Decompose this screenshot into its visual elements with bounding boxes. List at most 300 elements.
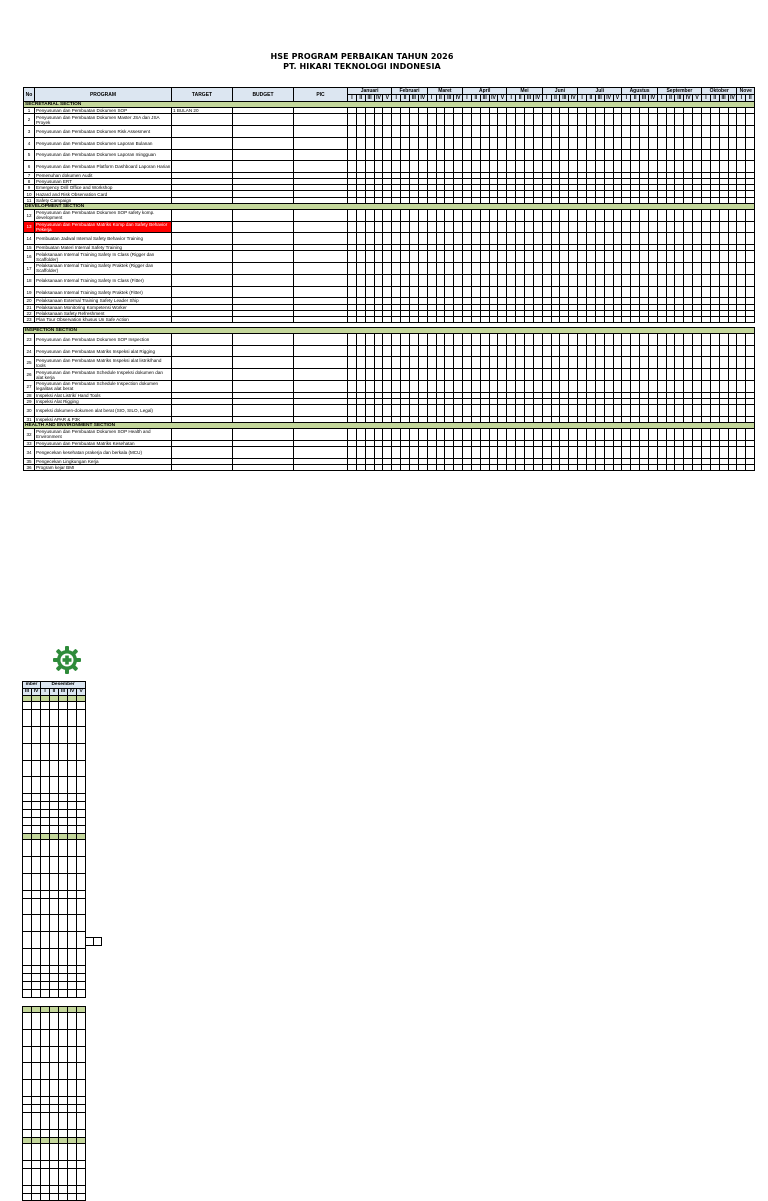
schedule-cell <box>365 233 374 245</box>
schedule-cell <box>480 251 489 263</box>
schedule-cell <box>32 1080 41 1097</box>
spacer-cell <box>23 997 86 1006</box>
schedule-cell <box>533 333 542 345</box>
schedule-cell <box>684 381 693 393</box>
week-header: V <box>383 95 392 102</box>
schedule-cell <box>59 840 68 857</box>
schedule-cell <box>41 1168 50 1185</box>
schedule-cell <box>507 149 516 161</box>
schedule-cell <box>59 890 68 898</box>
schedule-cell <box>68 802 77 810</box>
schedule-cell <box>383 137 392 149</box>
schedule-cell <box>463 221 472 233</box>
schedule-cell <box>648 429 657 441</box>
schedule-cell <box>480 137 489 149</box>
schedule-cell <box>631 381 640 393</box>
schedule-cell <box>409 114 418 126</box>
schedule-cell <box>23 1029 32 1046</box>
schedule-cell <box>569 357 578 369</box>
schedule-cell <box>427 161 436 173</box>
schedule-cell <box>41 1063 50 1080</box>
program-cell: Pemenuhan dokumen Audit <box>35 173 172 179</box>
pic-cell <box>294 286 348 298</box>
schedule-cell <box>631 274 640 286</box>
schedule-cell <box>409 369 418 381</box>
schedule-cell <box>525 125 534 137</box>
schedule-cell <box>710 149 719 161</box>
week-header: IV <box>533 95 542 102</box>
table-row <box>24 405 755 417</box>
schedule-cell <box>578 333 587 345</box>
schedule-cell <box>77 702 86 710</box>
schedule-cell <box>516 446 525 458</box>
schedule-cell <box>23 1168 32 1185</box>
schedule-cell <box>613 209 622 221</box>
schedule-cell <box>68 856 77 873</box>
budget-cell <box>233 345 294 357</box>
schedule-cell <box>445 233 454 245</box>
schedule-cell <box>737 137 746 149</box>
schedule-cell <box>50 915 59 932</box>
row-number: 3 <box>24 125 35 137</box>
schedule-cell <box>68 1160 77 1168</box>
schedule-cell <box>374 333 383 345</box>
schedule-cell <box>463 464 472 470</box>
schedule-cell <box>383 161 392 173</box>
schedule-cell <box>719 429 728 441</box>
schedule-cell <box>719 357 728 369</box>
schedule-cell <box>356 251 365 263</box>
table-row <box>23 760 86 777</box>
schedule-cell <box>454 369 463 381</box>
table-row <box>24 137 755 149</box>
week-header: IV <box>728 95 737 102</box>
schedule-cell <box>542 149 551 161</box>
gear-cross-safety-icon <box>52 645 82 675</box>
schedule-cell <box>702 149 711 161</box>
schedule-cell <box>702 274 711 286</box>
schedule-cell <box>586 251 595 263</box>
row-number: 29 <box>24 398 35 404</box>
schedule-cell <box>578 369 587 381</box>
schedule-cell <box>693 405 702 417</box>
row-number: 19 <box>24 286 35 298</box>
table-row <box>23 709 86 726</box>
schedule-cell <box>578 233 587 245</box>
table-row <box>23 915 86 932</box>
schedule-cell <box>719 125 728 137</box>
schedule-cell <box>560 429 569 441</box>
schedule-cell <box>684 429 693 441</box>
target-cell <box>172 149 233 161</box>
schedule-cell <box>569 369 578 381</box>
schedule-cell <box>702 263 711 275</box>
schedule-cell <box>569 405 578 417</box>
schedule-cell <box>728 405 737 417</box>
schedule-cell <box>489 149 498 161</box>
schedule-cell <box>471 263 480 275</box>
schedule-cell <box>657 333 666 345</box>
schedule-cell <box>68 1097 77 1105</box>
schedule-cell <box>480 274 489 286</box>
schedule-cell <box>586 446 595 458</box>
week-header: III <box>445 95 454 102</box>
schedule-cell <box>640 125 649 137</box>
program-cell: Pelaksanaan Internal Training Safety Praktek (Rigger dan Scaffolder) <box>35 263 172 275</box>
schedule-cell <box>418 369 427 381</box>
schedule-cell <box>41 702 50 710</box>
schedule-cell <box>392 233 401 245</box>
schedule-cell <box>710 274 719 286</box>
week-header: II <box>746 95 755 102</box>
table-row <box>23 802 86 810</box>
schedule-cell <box>418 381 427 393</box>
table-row <box>24 251 755 263</box>
schedule-cell <box>640 369 649 381</box>
pic-cell <box>294 221 348 233</box>
schedule-cell <box>569 446 578 458</box>
schedule-cell <box>418 357 427 369</box>
schedule-cell <box>59 818 68 826</box>
schedule-cell <box>560 286 569 298</box>
schedule-cell <box>59 974 68 982</box>
schedule-cell <box>728 369 737 381</box>
schedule-cell <box>604 429 613 441</box>
schedule-cell <box>32 840 41 857</box>
table-row <box>23 1185 86 1193</box>
row-number: 23 <box>24 333 35 345</box>
schedule-cell <box>356 125 365 137</box>
schedule-cell <box>471 161 480 173</box>
schedule-cell <box>648 263 657 275</box>
schedule-cell <box>41 810 50 818</box>
schedule-cell <box>560 333 569 345</box>
table-row <box>23 1129 86 1137</box>
schedule-cell <box>631 114 640 126</box>
schedule-cell <box>401 464 410 470</box>
pic-cell <box>294 369 348 381</box>
schedule-cell <box>392 464 401 470</box>
schedule-cell <box>41 915 50 932</box>
schedule-cell <box>507 405 516 417</box>
schedule-cell <box>392 137 401 149</box>
schedule-cell <box>586 357 595 369</box>
schedule-cell <box>657 381 666 393</box>
schedule-cell <box>657 149 666 161</box>
schedule-cell <box>23 915 32 932</box>
schedule-cell <box>702 233 711 245</box>
schedule-cell <box>586 114 595 126</box>
schedule-cell <box>702 464 711 470</box>
week-header: I <box>392 95 401 102</box>
week-header: III <box>560 95 569 102</box>
schedule-cell <box>50 1012 59 1029</box>
schedule-cell <box>640 263 649 275</box>
schedule-cell <box>471 125 480 137</box>
schedule-cell <box>560 137 569 149</box>
schedule-cell <box>702 345 711 357</box>
pic-cell <box>294 114 348 126</box>
schedule-cell <box>631 263 640 275</box>
schedule-cell <box>666 429 675 441</box>
schedule-cell <box>374 251 383 263</box>
schedule-cell <box>569 209 578 221</box>
schedule-cell <box>525 381 534 393</box>
schedule-cell <box>365 405 374 417</box>
schedule-cell <box>41 1097 50 1105</box>
schedule-cell <box>666 405 675 417</box>
schedule-cell <box>409 429 418 441</box>
schedule-cell <box>746 161 755 173</box>
schedule-cell <box>604 274 613 286</box>
target-cell <box>172 221 233 233</box>
schedule-cell <box>551 286 560 298</box>
schedule-cell <box>675 405 684 417</box>
schedule-cell <box>32 1113 41 1130</box>
month-header: Nove <box>737 88 755 95</box>
schedule-cell <box>533 251 542 263</box>
schedule-cell <box>507 381 516 393</box>
schedule-cell <box>560 209 569 221</box>
schedule-cell <box>728 286 737 298</box>
schedule-cell <box>569 161 578 173</box>
schedule-cell <box>471 233 480 245</box>
schedule-cell <box>684 464 693 470</box>
schedule-cell <box>463 429 472 441</box>
table-row <box>23 702 86 710</box>
week-header: I <box>41 689 50 696</box>
schedule-cell <box>23 1012 32 1029</box>
schedule-cell <box>498 274 507 286</box>
schedule-cell <box>418 233 427 245</box>
program-cell: Penyusunan dan Pembuatan Matriks Kesehatan <box>35 440 172 446</box>
schedule-cell <box>666 251 675 263</box>
schedule-cell <box>525 345 534 357</box>
program-cell: Program kejar BMI <box>35 464 172 470</box>
schedule-cell <box>516 137 525 149</box>
schedule-cell <box>471 345 480 357</box>
schedule-cell <box>613 369 622 381</box>
program-cell: Penyusunan dan Pembuatan Schedule Inspection dokumen legalitas alat berat <box>35 381 172 393</box>
schedule-cell <box>59 1097 68 1105</box>
schedule-cell <box>586 137 595 149</box>
schedule-cell <box>728 137 737 149</box>
schedule-cell <box>50 1143 59 1160</box>
schedule-cell <box>471 137 480 149</box>
schedule-cell <box>436 137 445 149</box>
schedule-cell <box>533 446 542 458</box>
pic-cell <box>294 263 348 275</box>
schedule-cell <box>622 209 631 221</box>
schedule-cell <box>507 333 516 345</box>
target-cell <box>172 464 233 470</box>
budget-cell <box>233 333 294 345</box>
schedule-cell <box>586 369 595 381</box>
schedule-cell <box>23 760 32 777</box>
schedule-cell <box>480 125 489 137</box>
program-cell: Inspeksi APAR & P3K <box>35 416 172 422</box>
schedule-cell <box>383 333 392 345</box>
schedule-cell <box>383 446 392 458</box>
schedule-cell <box>392 446 401 458</box>
schedule-cell <box>640 381 649 393</box>
target-cell <box>172 209 233 221</box>
schedule-cell <box>569 464 578 470</box>
schedule-cell <box>50 726 59 743</box>
schedule-cell <box>365 429 374 441</box>
schedule-cell <box>23 1193 32 1201</box>
schedule-cell <box>569 263 578 275</box>
schedule-cell <box>50 949 59 966</box>
schedule-cell <box>604 369 613 381</box>
budget-cell <box>233 149 294 161</box>
schedule-cell <box>374 274 383 286</box>
row-number: 30 <box>24 405 35 417</box>
schedule-cell <box>666 369 675 381</box>
schedule-cell <box>77 856 86 873</box>
schedule-cell <box>578 221 587 233</box>
schedule-cell <box>32 898 41 915</box>
schedule-cell <box>516 161 525 173</box>
schedule-cell <box>746 221 755 233</box>
schedule-cell <box>533 345 542 357</box>
schedule-cell <box>569 429 578 441</box>
schedule-cell <box>409 286 418 298</box>
schedule-cell <box>569 333 578 345</box>
pic-cell <box>294 333 348 345</box>
schedule-cell <box>356 114 365 126</box>
schedule-cell <box>746 125 755 137</box>
schedule-cell <box>560 369 569 381</box>
schedule-cell <box>77 1113 86 1130</box>
schedule-cell <box>666 233 675 245</box>
schedule-cell <box>374 345 383 357</box>
schedule-cell <box>578 125 587 137</box>
schedule-cell <box>445 251 454 263</box>
schedule-cell <box>578 446 587 458</box>
schedule-cell <box>50 989 59 997</box>
schedule-cell <box>32 1193 41 1201</box>
schedule-cell <box>471 286 480 298</box>
schedule-cell <box>445 274 454 286</box>
schedule-cell <box>23 890 32 898</box>
schedule-cell <box>68 974 77 982</box>
schedule-cell <box>445 464 454 470</box>
schedule-cell <box>409 357 418 369</box>
month-header: September <box>657 88 701 95</box>
schedule-cell <box>489 263 498 275</box>
week-header: V <box>613 95 622 102</box>
schedule-cell <box>693 251 702 263</box>
section-label: SECRETARIAL SECTION <box>24 102 755 108</box>
schedule-cell <box>356 209 365 221</box>
schedule-cell <box>463 333 472 345</box>
schedule-cell <box>693 345 702 357</box>
schedule-cell <box>702 114 711 126</box>
schedule-cell <box>525 114 534 126</box>
schedule-cell <box>445 405 454 417</box>
schedule-cell <box>666 286 675 298</box>
schedule-cell <box>427 345 436 357</box>
schedule-cell <box>409 251 418 263</box>
schedule-cell <box>569 233 578 245</box>
table-row <box>23 1160 86 1168</box>
schedule-cell <box>59 966 68 974</box>
schedule-cell <box>595 274 604 286</box>
pic-cell <box>294 345 348 357</box>
schedule-cell <box>648 149 657 161</box>
target-cell <box>172 274 233 286</box>
schedule-cell <box>498 369 507 381</box>
schedule-cell <box>59 898 68 915</box>
week-header: I <box>542 95 551 102</box>
schedule-cell <box>480 209 489 221</box>
schedule-cell <box>409 464 418 470</box>
schedule-cell <box>401 233 410 245</box>
week-header: III <box>23 689 32 696</box>
schedule-cell <box>648 381 657 393</box>
schedule-cell <box>693 263 702 275</box>
schedule-cell <box>471 274 480 286</box>
schedule-cell <box>41 1160 50 1168</box>
schedule-cell <box>675 161 684 173</box>
schedule-cell <box>383 209 392 221</box>
schedule-cell <box>631 149 640 161</box>
schedule-cell <box>418 446 427 458</box>
schedule-cell <box>710 286 719 298</box>
schedule-cell <box>23 966 32 974</box>
schedule-cell <box>657 369 666 381</box>
schedule-cell <box>32 932 41 949</box>
program-cell: Pengecekan kesehatan prakerja dan berkala (MCU) <box>35 446 172 458</box>
schedule-cell <box>657 137 666 149</box>
schedule-cell <box>737 333 746 345</box>
schedule-cell <box>604 405 613 417</box>
schedule-cell <box>640 137 649 149</box>
schedule-cell <box>595 209 604 221</box>
table-row <box>24 429 755 441</box>
schedule-cell <box>23 1046 32 1063</box>
schedule-cell <box>23 1063 32 1080</box>
schedule-cell <box>77 873 86 890</box>
schedule-cell <box>427 233 436 245</box>
schedule-cell <box>348 263 357 275</box>
schedule-cell <box>50 1168 59 1185</box>
schedule-cell <box>418 137 427 149</box>
schedule-cell <box>578 357 587 369</box>
budget-cell <box>233 369 294 381</box>
schedule-cell <box>365 345 374 357</box>
schedule-cell <box>374 286 383 298</box>
schedule-cell <box>604 333 613 345</box>
schedule-cell <box>666 263 675 275</box>
schedule-cell <box>710 369 719 381</box>
schedule-cell <box>586 286 595 298</box>
schedule-cell <box>604 251 613 263</box>
schedule-cell <box>77 1160 86 1168</box>
schedule-cell <box>356 446 365 458</box>
schedule-cell <box>32 1046 41 1063</box>
schedule-cell <box>640 233 649 245</box>
header-budget: BUDGET <box>233 88 294 102</box>
schedule-cell <box>586 429 595 441</box>
schedule-cell <box>59 777 68 794</box>
schedule-cell <box>728 345 737 357</box>
schedule-cell <box>560 464 569 470</box>
schedule-cell <box>471 149 480 161</box>
schedule-cell <box>348 114 357 126</box>
schedule-cell <box>23 818 32 826</box>
